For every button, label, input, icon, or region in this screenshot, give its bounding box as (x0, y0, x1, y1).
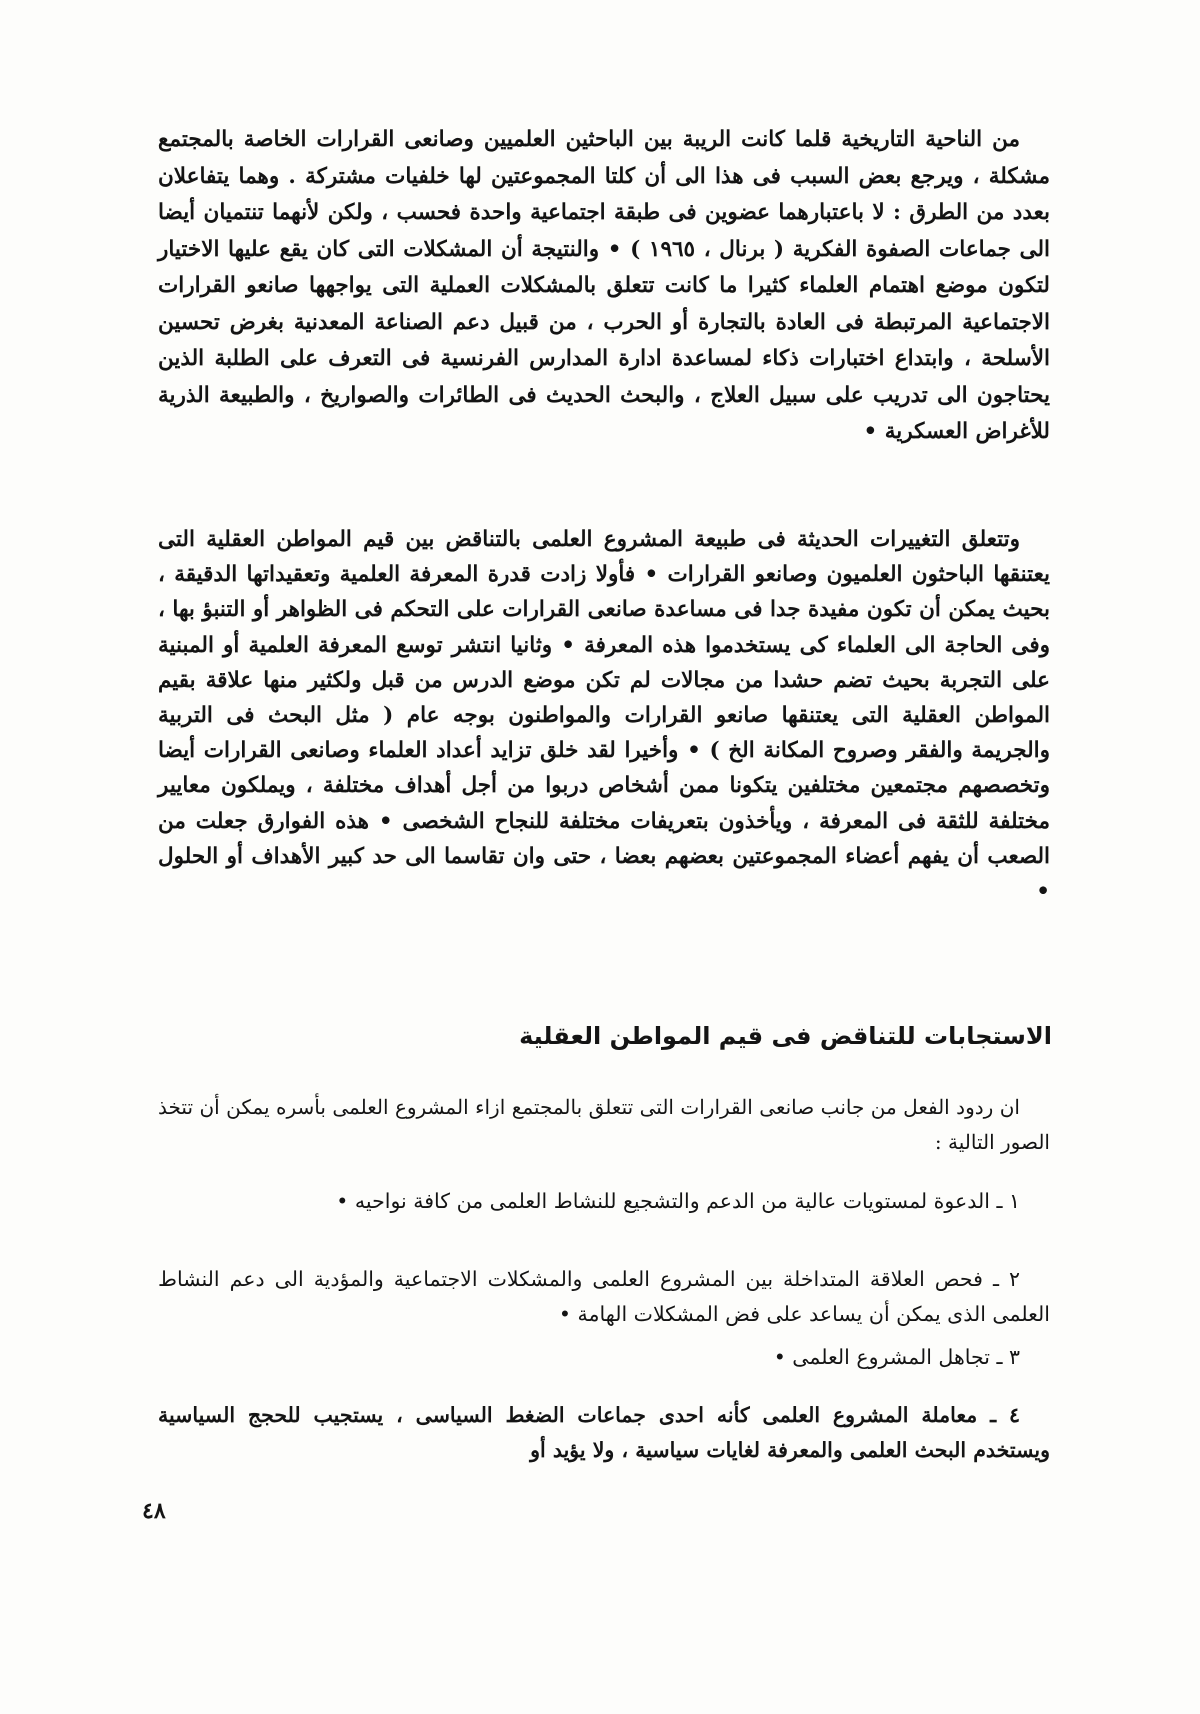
list-item: ٤ ـ معاملة المشروع العلمى كأنه احدى جماعات الضغط السياسى ، يستجيب للحجج السياسية ويستخدم البحث العلمى والمعرفة لغايات سياسية ، ولا يؤيد أو (158, 1403, 1050, 1462)
list-item: ٣ ـ تجاهل المشروع العلمى • (773, 1345, 1020, 1369)
body-paragraph-recent-changes: وتتعلق التغييرات الحديثة فى طبيعة المشروع العلمى بالتناقض بين قيم المواطن العقلية التى يعتنقها الباحثون العلميون وصانعو القرارات • فأولا زادت قدرة المعرفة العلمية وتعقيداتها الدقيقة ، بحيث يمكن أن تكون مفيدة جدا فى مساعدة صانعى القرارات على التحكم فى الظواهر أو التنبؤ بها ، وفى الحاجة الى العلماء كى يستخدموا هذه المعرفة • وثانيا انتشر توسع المعرفة العلمية أو المبنية على التجربة بحيث تضم حشدا من مجالات لم تكن موضع الدرس من قبل ولكثير منها علاقة بقيم المواطن العقلية التى يعتنقها صانعو القرارات والمواطنون بوجه عام ( مثل البحث فى التربية والجريمة والفقر وصروح المكانة الخ ) • وأخيرا لقد خلق تزايد أعداد العلماء وصانعى القرارات أيضا وتخصصهم مجتمعين مختلفين يتكونا ممن أشخاص دربوا من أجل أهداف مختلفة ، ويملكون معايير مختلفة للثقة فى المعرفة ، ويأخذون بتعريفات مختلفة للنجاح الشخصى • هذه الفوارق جعلت من الصعب أن يفهم أعضاء المجموعتين بعضهم بعضا ، حتى وان تقاسما الى حد كبير الأهداف أو الحلول • (157, 527, 1050, 905)
section-intro-paragraph: ان ردود الفعل من جانب صانعى القرارات التى تتعلق بالمجتمع ازاء المشروع العلمى بأسره يمكن أن تتخذ الصور التالية : (158, 1095, 1050, 1154)
list-item: ١ ـ الدعوة لمستويات عالية من الدعم والتشجيع للنشاط العلمى من كافة نواحيه • (336, 1189, 1020, 1213)
page-number: ٤٨ (142, 1498, 166, 1524)
section-heading: الاستجابات للتناقض فى قيم المواطن العقلية (519, 1022, 1052, 1050)
body-paragraph-history: من الناحية التاريخية قلما كانت الريبة بين الباحثين العلميين وصانعى القرارات الخاصة بالمجتمع مشكلة ، ويرجع بعض السبب فى هذا الى أن كلتا المجموعتين لها خلفيات مشتركة . وهما يتفاعلان بعدد من الطرق : لا باعتبارهما عضوين فى طبقة اجتماعية واحدة فحسب ، ولكن لأنهما تنتميان أيضا الى جماعات الصفوة الفكرية ( برنال ، ١٩٦٥ ) • والنتيجة أن المشكلات التى كان يقع عليها الاختيار لتكون موضع اهتمام العلماء كثيرا ما كانت تتعلق بالمشكلات العملية التى يواجهها صانعو القرارات الاجتماعية المرتبطة فى العادة بالتجارة أو الحرب ، من قبيل دعم الصناعة المعدنية بغرض تحسين الأسلحة ، وابتداع اختبارات ذكاء لمساعدة ادارة المدارس الفرنسية فى التعرف على الطلبة الذين يحتاجون الى تدريب على سبيل العلاج ، والبحث الحديث فى الطائرات والصواريخ ، والطبيعة الذرية للأغراض العسكرية • (158, 127, 1050, 444)
list-item: ٢ ـ فحص العلاقة المتداخلة بين المشروع العلمى والمشكلات الاجتماعية والمؤدية الى دعم النشاط العلمى الذى يمكن أن يساعد على فض المشكلات الهامة • (158, 1267, 1050, 1326)
